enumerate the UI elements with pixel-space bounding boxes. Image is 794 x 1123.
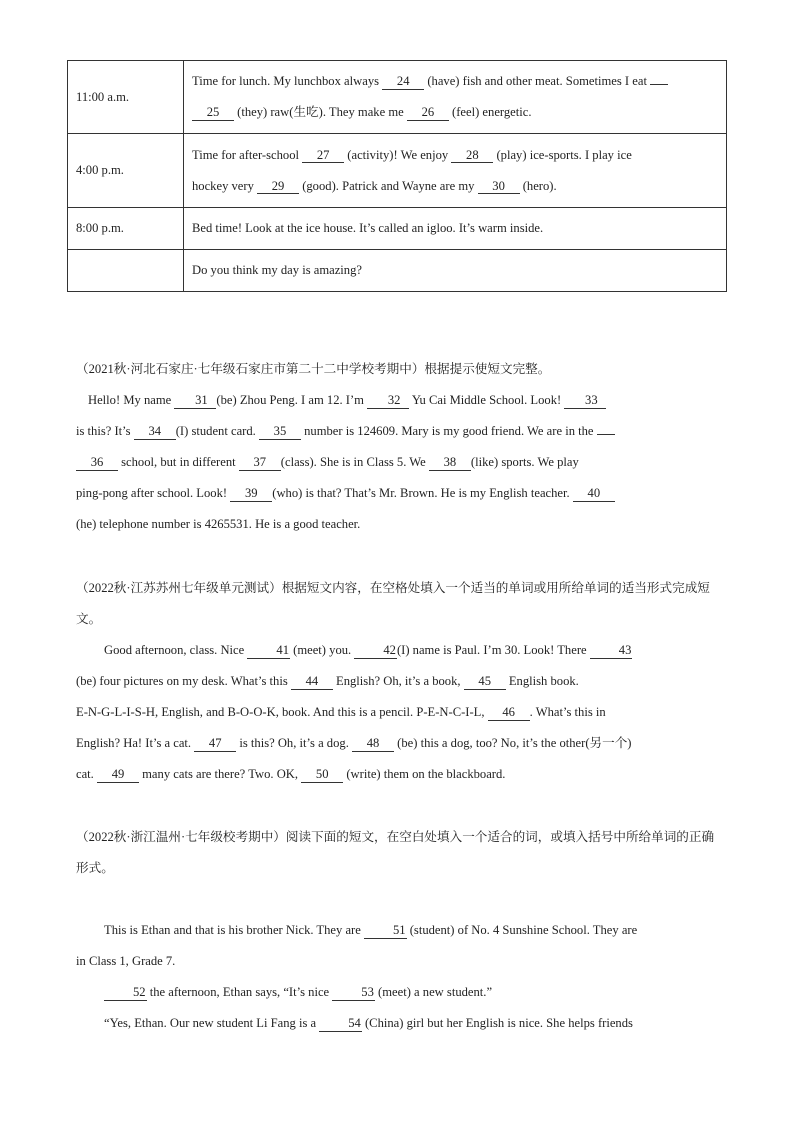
answer-blank: 40: [573, 487, 615, 502]
answer-blank: 24: [382, 75, 424, 90]
section-passage-3: [76, 822, 718, 1039]
answer-blank: 45: [464, 675, 506, 690]
answer-blank: [597, 434, 615, 435]
section-heading: （2022秋·江苏苏州七年级单元测试）根据短文内容，在空格处填入一个适当的单词或用所给单词的适当形式完成短文。: [76, 581, 710, 626]
answer-blank: 32: [367, 394, 409, 409]
answer-blank: 30: [478, 180, 520, 195]
time-cell: [68, 250, 184, 292]
answer-blank: 48: [352, 737, 394, 752]
answer-blank: 28: [451, 149, 493, 164]
answer-blank: [650, 84, 668, 85]
answer-blank: 34: [134, 425, 176, 440]
table-row: [68, 208, 727, 250]
answer-blank: 44: [291, 675, 333, 690]
answer-blank: 25: [192, 106, 234, 121]
text-line: Good afternoon, class. Nice 41 (meet) you. 42(I) name is Paul. I’m 30. Look! There 43: [104, 643, 632, 657]
passage-text: [76, 635, 718, 790]
description-cell: [184, 208, 727, 250]
text-line: hockey very 29 (good). Patrick and Wayne are my 30 (hero).: [192, 178, 557, 193]
answer-blank: 31: [174, 394, 216, 409]
answer-blank: 53: [332, 986, 375, 1001]
text-line: ping-pong after school. Look! 39 (who) is that? That’s Mr. Brown. He is my English teacher. 40: [76, 478, 718, 509]
answer-blank: 29: [257, 180, 299, 195]
answer-blank: 33: [564, 394, 606, 409]
text-line: Time for lunch. My lunchbox always 24 (have) fish and other meat. Sometimes I eat: [192, 66, 718, 97]
answer-blank: 36: [76, 456, 118, 471]
answer-blank: 54: [319, 1017, 362, 1032]
text-line: 52 the afternoon, Ethan says, “It’s nice 53 (meet) a new student.”: [76, 977, 718, 1008]
section-heading: （2022秋·浙江温州·七年级校考期中）阅读下面的短文，在空白处填入一个适合的词，或填入括号中所给单词的正确形式。: [76, 830, 715, 875]
description-cell: [184, 61, 727, 134]
text-line: (be) four pictures on my desk. What’s this 44 English? Oh, it’s a book, 45 English book.: [76, 674, 579, 688]
passage-text: [76, 385, 718, 540]
table-row: [68, 134, 727, 208]
description-cell: [184, 134, 727, 208]
description-cell: [184, 250, 727, 292]
text-line: in Class 1, Grade 7.: [76, 954, 176, 968]
answer-blank: 51: [364, 924, 407, 939]
section-passage-1: [76, 354, 718, 540]
text-line: This is Ethan and that is his brother Nick. They are 51 (student) of No. 4 Sunshine School. They are: [104, 923, 638, 937]
time-cell: 11:00 a.m.: [68, 61, 184, 134]
text-line: E-N-G-L-I-S-H, English, and B-O-O-K, book. And this is a pencil. P-E-N-C-I-L, 46 . What’s this in: [76, 705, 606, 719]
time-cell: 4:00 p.m.: [68, 134, 184, 208]
time-cell: 8:00 p.m.: [68, 208, 184, 250]
answer-blank: 41: [247, 644, 290, 659]
answer-blank: 47: [194, 737, 236, 752]
answer-blank: 37: [239, 456, 281, 471]
text-line: (he) telephone number is 4265531. He is a good teacher.: [76, 517, 361, 531]
answer-blank: 38: [429, 456, 471, 471]
text-line: English? Ha! It’s a cat. 47 is this? Oh, it’s a dog. 48 (be) this a dog, too? No, it’s the other(另一个): [76, 736, 632, 750]
answer-blank: 35: [259, 425, 301, 440]
table-row: [68, 61, 727, 134]
answer-blank: 52: [104, 986, 147, 1001]
answer-blank: 43: [590, 644, 633, 659]
text-line: 36 school, but in different 37 (class). She is in Class 5. We 38 (like) sports. We play: [76, 447, 718, 478]
answer-blank: 42: [354, 644, 397, 659]
text-line: Hello! My name 31 (be) Zhou Peng. I am 12. I’m 32 Yu Cai Middle School. Look! 33: [76, 385, 718, 416]
section-passage-2: [76, 573, 718, 790]
text-line: “Yes, Ethan. Our new student Li Fang is a 54 (China) girl but her English is nice. She helps friends: [104, 1016, 633, 1030]
text-line: is this? It’s 34 (I) student card. 35 number is 124609. Mary is my good friend. We are in the: [76, 416, 718, 447]
answer-blank: 50: [301, 768, 343, 783]
text-line: 25 (they) raw(生吃). They make me 26 (feel) energetic.: [192, 97, 718, 128]
text-line: Do you think my day is amazing?: [192, 263, 362, 277]
answer-blank: 26: [407, 106, 449, 121]
answer-blank: 46: [488, 706, 530, 721]
answer-blank: 49: [97, 768, 139, 783]
answer-blank: 27: [302, 149, 344, 164]
table-row: [68, 250, 727, 292]
section-heading: （2021秋·河北石家庄·七年级石家庄市第二十二中学校考期中）根据提示使短文完整。: [76, 362, 551, 376]
answer-blank: 39: [230, 487, 272, 502]
text-line: cat. 49 many cats are there? Two. OK, 50 (write) them on the blackboard.: [76, 767, 506, 781]
text-line: Time for after-school 27 (activity)! We enjoy 28 (play) ice-sports. I play ice: [192, 147, 632, 162]
passage-text: [76, 915, 718, 1039]
text-line: Bed time! Look at the ice house. It’s called an igloo. It’s warm inside.: [192, 221, 544, 235]
schedule-table: [67, 60, 727, 292]
